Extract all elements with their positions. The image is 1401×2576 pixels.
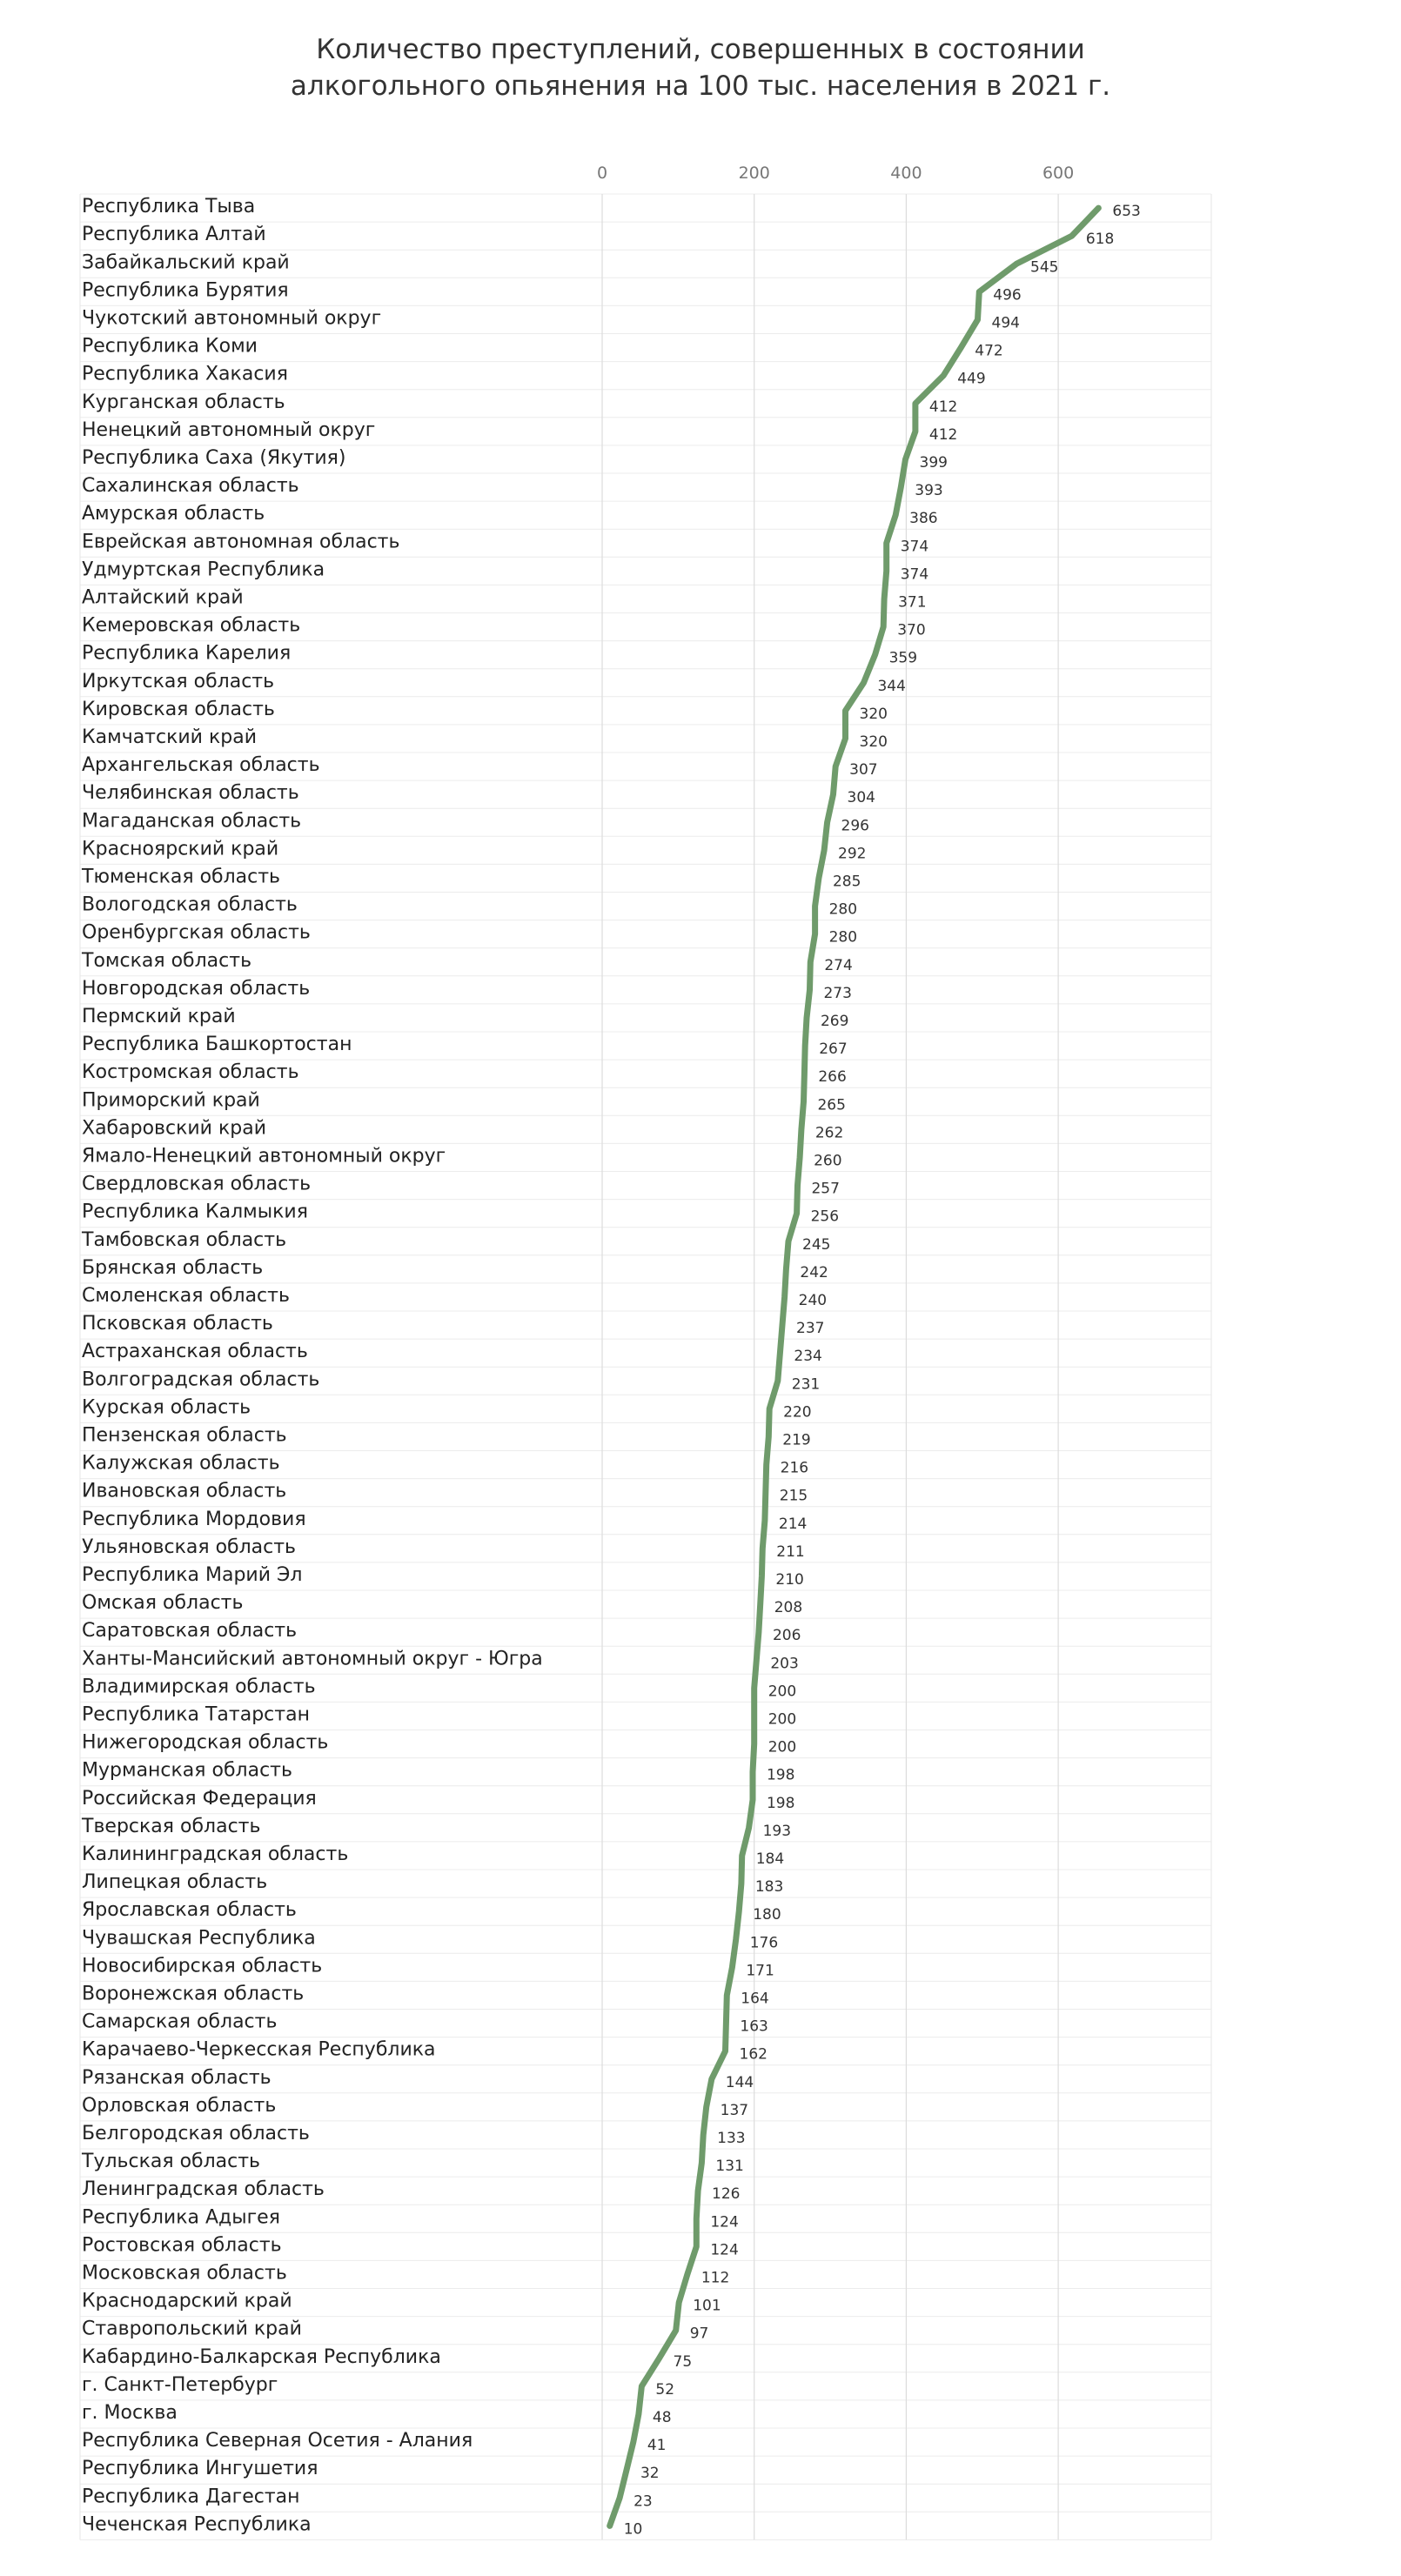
- data-label: 280: [828, 900, 858, 919]
- category-label: Вологодская область: [82, 893, 298, 916]
- category-label: Курская область: [82, 1396, 251, 1419]
- data-label: 162: [739, 2045, 768, 2064]
- data-label: 216: [780, 1459, 809, 1477]
- category-label: Приморский край: [82, 1089, 260, 1112]
- data-label: 176: [749, 1934, 779, 1952]
- data-label: 163: [740, 2017, 768, 2036]
- category-label: г. Москва: [82, 2401, 178, 2424]
- category-label: Пермский край: [82, 1005, 236, 1027]
- category-label: Республика Ингушетия: [82, 2458, 318, 2480]
- data-label: 449: [957, 370, 986, 388]
- category-label: Белгородская область: [82, 2122, 310, 2144]
- category-label: Республика Северная Осетия - Алания: [82, 2430, 473, 2452]
- category-label: Республика Адыгея: [82, 2206, 280, 2229]
- category-label: Республика Саха (Якутия): [82, 446, 346, 469]
- data-label: 10: [623, 2520, 643, 2539]
- category-label: Московская область: [82, 2262, 287, 2285]
- data-label: 133: [717, 2129, 746, 2147]
- category-label: Астраханская область: [82, 1341, 308, 1363]
- category-label: Тюменская область: [82, 866, 281, 888]
- data-label: 144: [725, 2073, 754, 2091]
- category-label: Брянская область: [82, 1256, 264, 1279]
- category-label: Орловская область: [82, 2094, 277, 2117]
- data-label: 393: [915, 482, 943, 500]
- data-label: 374: [900, 565, 929, 584]
- category-label: Новосибирская область: [82, 1955, 323, 1977]
- category-label: Псковская область: [82, 1313, 273, 1335]
- x-tick-label: 200: [738, 164, 770, 183]
- data-label: 292: [838, 845, 867, 863]
- data-label: 545: [1030, 258, 1059, 277]
- data-label: 269: [820, 1012, 849, 1030]
- x-tick-label: 400: [890, 164, 922, 183]
- data-label: 203: [770, 1655, 799, 1673]
- data-label: 374: [900, 538, 929, 556]
- category-label: Республика Башкортостан: [82, 1034, 352, 1056]
- data-label: 137: [720, 2101, 749, 2119]
- category-label: Забайкальский край: [82, 251, 290, 274]
- category-label: Республика Карелия: [82, 642, 292, 665]
- data-label: 242: [800, 1263, 828, 1281]
- category-label: Свердловская область: [82, 1173, 312, 1195]
- category-label: Ульяновская область: [82, 1536, 297, 1558]
- category-label: Ростовская область: [82, 2234, 282, 2257]
- data-label: 193: [762, 1822, 792, 1840]
- category-label: Омская область: [82, 1592, 244, 1615]
- data-label: 200: [768, 1710, 797, 1729]
- data-label: 285: [832, 873, 861, 891]
- data-label: 386: [909, 510, 938, 528]
- data-label: 494: [991, 314, 1020, 332]
- data-label: 211: [776, 1542, 805, 1561]
- data-label: 399: [919, 453, 948, 472]
- category-label: Республика Тыва: [82, 196, 256, 218]
- data-label: 220: [783, 1403, 812, 1422]
- category-label: Оренбургская область: [82, 921, 311, 944]
- data-label: 260: [814, 1152, 842, 1170]
- data-label: 371: [898, 593, 927, 612]
- data-label: 124: [710, 2241, 739, 2259]
- data-label: 52: [655, 2380, 675, 2399]
- category-label: Ярославская область: [82, 1899, 297, 1922]
- category-label: Нижегородская область: [82, 1731, 329, 1754]
- data-label: 101: [693, 2297, 721, 2315]
- data-label: 653: [1112, 203, 1141, 221]
- category-label: Тверская область: [82, 1815, 261, 1837]
- category-label: Еврейская автономная область: [82, 531, 400, 553]
- data-label: 274: [824, 956, 853, 974]
- data-label: 304: [847, 789, 875, 807]
- data-label: 112: [700, 2269, 730, 2287]
- x-tick-label: 600: [1042, 164, 1075, 183]
- category-label: Липецкая область: [82, 1871, 268, 1894]
- category-labels: [81, 196, 543, 2535]
- category-label: Челябинская область: [82, 782, 299, 805]
- data-label: 320: [859, 705, 888, 723]
- data-label: 234: [794, 1348, 822, 1366]
- data-label: 208: [774, 1599, 803, 1617]
- category-label: Камчатский край: [82, 726, 257, 748]
- category-label: Хабаровский край: [82, 1117, 266, 1140]
- category-label: Кабардино-Балкарская Республика: [82, 2345, 441, 2368]
- category-label: Волгоградская область: [82, 1368, 320, 1391]
- data-label: 262: [814, 1124, 844, 1142]
- data-label: 296: [841, 817, 870, 835]
- category-label: Республика Бурятия: [82, 279, 289, 302]
- category-label: Чеченская Республика: [82, 2513, 312, 2536]
- category-label: Калининградская область: [82, 1843, 349, 1865]
- data-label: 215: [779, 1487, 808, 1505]
- category-label: Костромская область: [82, 1061, 299, 1084]
- category-label: Республика Татарстан: [82, 1703, 310, 1726]
- data-label: 198: [766, 1794, 795, 1812]
- category-label: Республика Марий Эл: [82, 1563, 303, 1586]
- category-label: Сахалинская область: [82, 475, 299, 498]
- category-label: Республика Хакасия: [82, 363, 288, 385]
- data-label: 280: [828, 928, 858, 947]
- data-label: 307: [849, 761, 878, 779]
- category-label: Ямало-Ненецкий автономный округ: [82, 1145, 446, 1168]
- data-label: 214: [778, 1515, 808, 1533]
- category-label: Магаданская область: [82, 810, 302, 833]
- category-label: Иркутская область: [82, 670, 275, 693]
- category-label: Алтайский край: [82, 586, 244, 609]
- data-label: 219: [782, 1431, 811, 1449]
- data-label: 48: [652, 2408, 672, 2426]
- category-label: Томская область: [82, 949, 252, 972]
- category-label: Республика Дагестан: [82, 2486, 300, 2508]
- data-label: 206: [772, 1627, 801, 1645]
- category-label: Республика Калмыкия: [82, 1201, 308, 1223]
- category-label: Пензенская область: [82, 1424, 287, 1447]
- category-label: Самарская область: [82, 2011, 278, 2033]
- category-label: Амурская область: [82, 503, 265, 525]
- category-label: Ханты-Мансийский автономный округ - Югра: [82, 1648, 543, 1670]
- category-label: Ненецкий автономный округ: [82, 418, 376, 441]
- data-label: 231: [791, 1375, 821, 1394]
- category-label: Республика Коми: [82, 335, 258, 358]
- data-label: 200: [768, 1738, 797, 1756]
- data-label: 23: [633, 2492, 653, 2511]
- data-label: 344: [877, 677, 906, 695]
- data-label: 257: [811, 1180, 840, 1198]
- category-label: Карачаево-Черкесская Республика: [82, 2038, 436, 2061]
- category-label: Владимирская область: [82, 1676, 316, 1698]
- category-label: Саратовская область: [82, 1620, 298, 1643]
- data-label: 124: [710, 2213, 739, 2231]
- data-label: 198: [766, 1766, 795, 1784]
- category-label: Рязанская область: [82, 2066, 271, 2089]
- category-label: Кировская область: [82, 698, 275, 720]
- chart-title-line-1: Количество преступлений, совершенных в состоянии: [316, 34, 1085, 65]
- data-label: 618: [1085, 231, 1115, 249]
- category-label: Кемеровская область: [82, 614, 301, 637]
- category-label: Республика Алтай: [82, 224, 266, 246]
- category-label: г. Санкт-Петербург: [82, 2373, 278, 2396]
- data-label: 200: [768, 1683, 797, 1701]
- data-label: 131: [715, 2158, 744, 2176]
- category-label: Калужская область: [82, 1452, 280, 1475]
- category-label: Тульская область: [82, 2151, 261, 2173]
- data-label: 472: [975, 342, 1003, 360]
- data-label: 256: [810, 1208, 840, 1226]
- category-label: Ставропольский край: [82, 2318, 302, 2340]
- data-label: 273: [823, 984, 852, 1002]
- category-label: Воронежская область: [82, 1983, 305, 2005]
- category-label: Удмуртская Республика: [82, 559, 325, 581]
- data-label: 412: [928, 398, 958, 416]
- data-label: 412: [928, 425, 958, 444]
- category-label: Краснодарский край: [82, 2290, 292, 2312]
- data-label: 126: [712, 2185, 741, 2204]
- category-label: Республика Мордовия: [82, 1508, 306, 1530]
- data-label: 266: [818, 1068, 847, 1087]
- x-axis-ticks: [597, 164, 1074, 183]
- data-label: 180: [753, 1906, 781, 1924]
- x-tick-label: 0: [596, 164, 608, 183]
- category-label: Чувашская Республика: [82, 1927, 316, 1950]
- category-label: Ивановская область: [82, 1480, 287, 1502]
- chart-title-line-2: алкогольного опьянения на 100 тыс. населения в 2021 г.: [290, 70, 1111, 102]
- data-label: 183: [754, 1878, 784, 1897]
- data-label: 237: [796, 1320, 825, 1338]
- category-label: Курганская область: [82, 391, 285, 413]
- data-label: 75: [673, 2352, 693, 2371]
- category-label: Мурманская область: [82, 1759, 292, 1782]
- category-label: Смоленская область: [82, 1284, 290, 1307]
- data-label: 210: [775, 1570, 804, 1589]
- category-label: Архангельская область: [82, 754, 320, 777]
- data-label: 184: [755, 1850, 785, 1868]
- category-label: Тамбовская область: [82, 1228, 287, 1251]
- data-label: 41: [647, 2437, 667, 2455]
- data-label: 171: [746, 1962, 774, 1980]
- data-label: 370: [897, 621, 926, 639]
- data-label: 97: [689, 2325, 709, 2343]
- category-label: Красноярский край: [82, 838, 279, 860]
- category-label: Новгородская область: [82, 977, 311, 1000]
- data-label: 320: [859, 733, 888, 751]
- category-label: Ленинградская область: [82, 2178, 325, 2201]
- category-label: Чукотский автономный округ: [82, 307, 382, 330]
- data-label: 32: [640, 2465, 660, 2483]
- data-label: 245: [802, 1235, 831, 1254]
- data-label: 496: [993, 286, 1022, 304]
- data-label: 164: [741, 1990, 769, 2008]
- category-label: Российская Федерация: [82, 1787, 317, 1810]
- data-label: 359: [888, 649, 918, 667]
- data-label: 240: [798, 1291, 828, 1309]
- data-label: 267: [819, 1040, 848, 1059]
- data-label: 265: [817, 1096, 846, 1114]
